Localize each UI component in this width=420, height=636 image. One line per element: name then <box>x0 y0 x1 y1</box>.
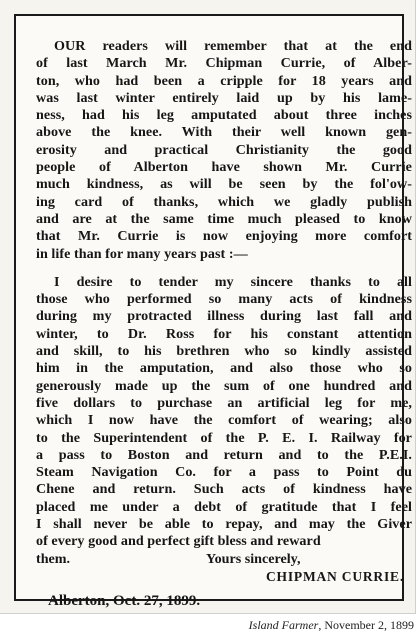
source-caption <box>249 618 414 633</box>
closing-line <box>36 551 412 568</box>
article-border <box>14 14 412 609</box>
dateline: Alberton, Oct. 27, 1899. <box>48 592 201 609</box>
card-line: I shall never be able to repay, and may the Giver <box>36 516 412 533</box>
caption-date: , November 2, 1899 <box>318 618 414 632</box>
intro-line: OUR readers will remember that at the end <box>54 38 412 54</box>
card-of-thanks-paragraph <box>36 274 412 551</box>
card-line: placed me under a debt of gratitude that I feel <box>36 498 412 515</box>
card-line: those who performed so many acts of kindness <box>36 291 412 308</box>
intro-line: was last winter entirely laid up by his lame- <box>36 89 412 106</box>
intro-line: and are at the same time much pleased to know <box>36 210 412 227</box>
card-line: I desire to tender my sincere thanks to all <box>54 273 412 290</box>
card-line: during my protracted illness during last fall and <box>36 308 412 325</box>
intro-line: people of Alberton have shown Mr. Currie <box>36 159 412 176</box>
card-line: winter, to Dr. Ross for his constant attention <box>36 325 412 342</box>
signature: CHIPMAN CURRIE. <box>266 568 404 584</box>
intro-line: ness, had his leg amputated about three inches <box>36 107 412 124</box>
intro-line: in life than for many years past :— <box>36 245 248 262</box>
intro-line: above the knee. With their well known gen- <box>36 124 412 141</box>
card-line: Chene and return. Such acts of kindness have <box>36 481 412 498</box>
intro-line: erosity and practical Christianity the good <box>36 141 412 158</box>
closing-salutation: Yours sincerely, <box>206 550 301 567</box>
card-line: generously made up the sum of one hundred and <box>36 377 412 394</box>
intro-paragraph <box>36 38 412 263</box>
card-line: a pass to Boston and return and to the P.E.I. <box>36 446 412 463</box>
closing-word: them. <box>36 550 71 567</box>
intro-line: ing card of thanks, which we gladly publish <box>36 193 412 210</box>
card-line: of every good and perfect gift bless and reward <box>36 533 321 550</box>
intro-line: ton, who had been a cripple for 18 years and <box>36 72 412 89</box>
intro-line: much kindness, as will be seen by the fol'ow- <box>36 176 412 193</box>
card-line: and skill, to his brethren who so kindly assisted <box>36 343 412 360</box>
article-column <box>36 38 412 610</box>
card-line: five dollars to purchase an artificial leg for me, <box>36 394 412 411</box>
card-line: to the Superintendent of the P. E. I. Railway for <box>36 429 412 446</box>
intro-line: that Mr. Currie is now enjoying more comfort <box>36 228 412 245</box>
card-line: him in the amputation, and also those who so <box>36 360 412 377</box>
card-line: Steam Navigation Co. for a pass to Point du <box>36 464 412 481</box>
intro-line: of last March Mr. Chipman Currie, of Alber- <box>36 55 412 72</box>
card-line: which I now have the comfort of wearing; also <box>36 412 412 429</box>
caption-publication: Island Farmer <box>248 618 319 632</box>
